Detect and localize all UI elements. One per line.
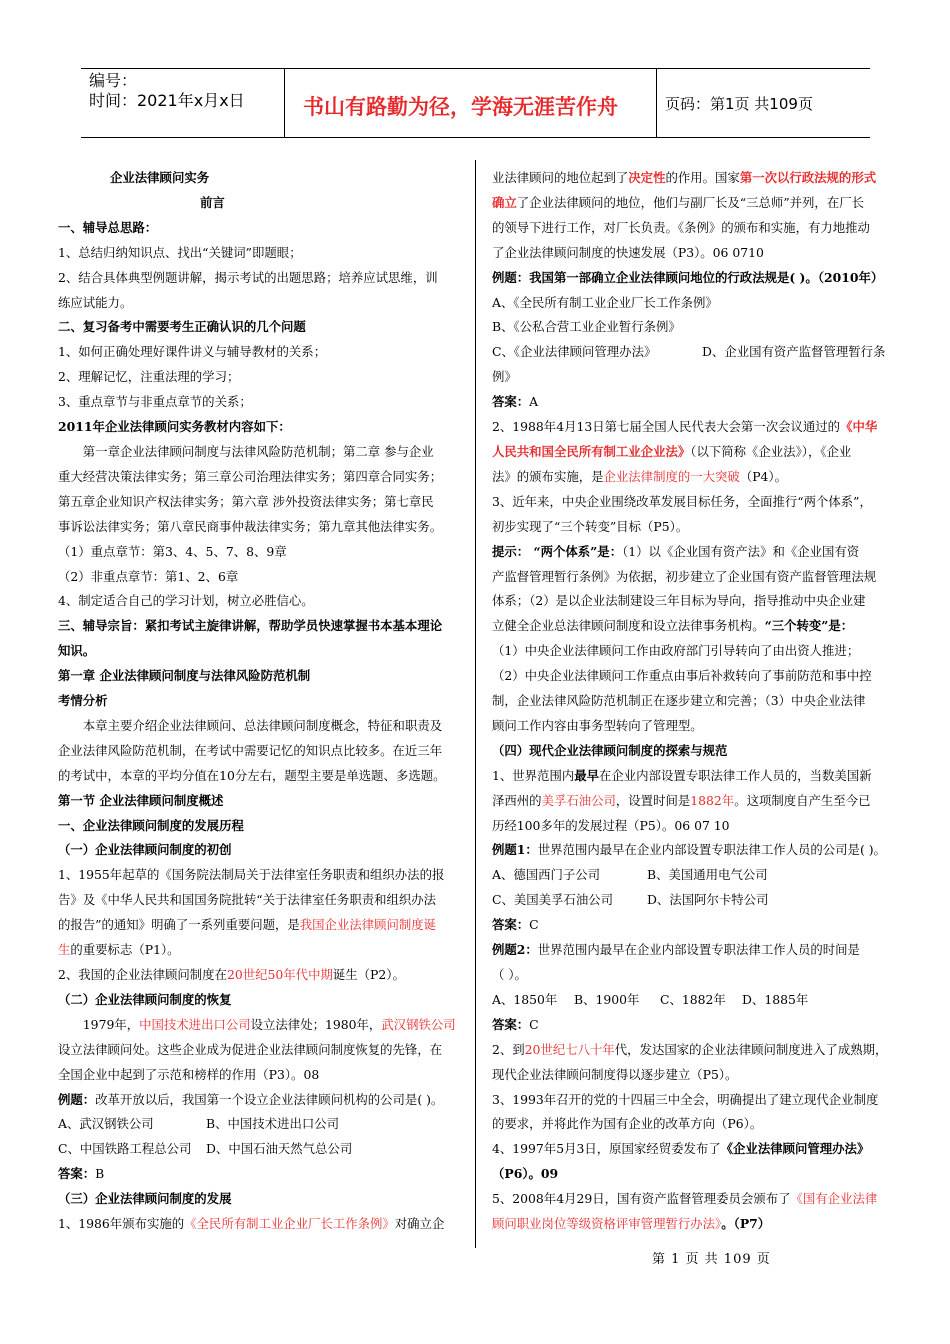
example-question (492, 838, 896, 863)
text-line: 第五章企业知识产权法律实务；第六章 涉外投资法律实务；第七章民 (58, 493, 434, 509)
text-line: 1、总结归纳知识点、找出“关键词”即题眼； (58, 244, 302, 260)
highlight-text: 顾问职业岗位等级资格评审管理暂行办法》 (492, 1216, 722, 1232)
text-line: （ ）。 (492, 967, 527, 982)
option: B、《公私合营工业企业暂行条例》 (492, 319, 681, 335)
text-line: 了企业法律顾问制度的快速发展（P3）。06 0710 (492, 244, 764, 260)
text-line: （2）非重点章节：第1、2、6章 (58, 568, 239, 584)
text-line (492, 764, 896, 789)
option: B、1900年 (574, 991, 640, 1007)
text-line: （1）中央企业法律顾问工作由政府部门引导转向了由出资人推进； (492, 643, 860, 659)
section-heading: 2011年企业法律顾问实务教材内容如下： (58, 419, 291, 435)
text-run: 代，发达国家的企业法律顾问制度进入了成熟期， (614, 1041, 888, 1057)
text-line (58, 913, 462, 938)
text-line (492, 415, 896, 440)
text-line: 设立法律顾问处。这些企业成为促进企业法律顾问制度恢复的先锋，在 (58, 1041, 443, 1057)
page-footer: 第 1 页 共 109 页 (652, 1252, 771, 1267)
text-run: 了企业法律顾问的地位，他们与副厂长及“三总师”并列，在厂长 (516, 194, 864, 210)
text-line: 例》 (492, 369, 517, 385)
option: D、企业国有资产监督管理暂行条 (702, 344, 886, 360)
text-line: （1）重点章节：第3、4、5、7、8、9章 (58, 543, 287, 559)
option: C、中国铁路工程总公司 (58, 1141, 192, 1157)
answer-value: C (529, 917, 539, 933)
number-label: 编号： (89, 71, 138, 90)
text-line: 重大经营决策法律实务；第三章公司治理法律实务；第四章合同实务； (58, 468, 443, 484)
example-question: 例题：我国第一部确立企业法律顾问地位的行政法规是( )。（2010年） (492, 269, 884, 285)
text-line: 第一章企业法律顾问制度与法律风险防范机制；第二章 参与企业 (82, 443, 434, 459)
text-line (492, 540, 896, 565)
text-line: 告》及《中华人民共和国国务院批转“关于法律室任务职责和组织办法 (58, 892, 437, 908)
answer-value: C (529, 1016, 539, 1032)
text-line (492, 191, 896, 216)
text-run: 1、1986年颁布实施的 (58, 1216, 185, 1232)
highlight-text: 我国企业法律顾问制度诞 (299, 917, 437, 933)
section-heading: （四）现代企业法律顾问制度的探索与规范 (492, 742, 728, 758)
highlight-text: 确立 (492, 194, 517, 210)
text-line: 的考试中，本章的平均分值在10分左右，题型主要是单选题、多选题。 (58, 767, 446, 783)
text-line (492, 440, 896, 465)
text-run: ，设置时间是 (615, 792, 691, 808)
example-question (58, 1088, 462, 1113)
answer-value: B (95, 1166, 105, 1182)
bold-text: 《企业法律顾问管理办法》 (720, 1141, 870, 1157)
highlight-text: 决定性 (628, 170, 666, 185)
text-line (492, 1187, 896, 1212)
example-label: 例题2： (492, 942, 538, 958)
text-line: 制，企业法律风险防范机制正在逐步建立和完善；（3）中央企业法律 (492, 693, 866, 709)
text-run: 。这项制度自产生至今已 (734, 792, 871, 808)
text-run: 1979年， (82, 1016, 140, 1032)
highlight-text: 美孚石油公司 (541, 792, 616, 808)
text-line: （P6）。09 (492, 1166, 559, 1182)
text-line: （2）中央企业法律顾问工作重点由事后补救转向了事前防范和事中控 (492, 668, 872, 684)
section-heading: （一）企业法律顾问制度的初创 (58, 842, 232, 858)
highlight-text: 中国技术进出口公司 (139, 1016, 251, 1032)
text-run: 。（P7） (721, 1216, 771, 1232)
options-line (492, 863, 896, 888)
text-run: 设立法律处；1980年， (250, 1016, 382, 1032)
text-line: 2、结合具体典型例题讲解，揭示考试的出题思路；培养应试思维，训 (58, 269, 438, 285)
left-column (58, 166, 462, 1237)
answer-line (492, 913, 896, 938)
highlight-text: 1882年 (690, 792, 735, 808)
time-label: 时间：2021年x月x日 (89, 91, 245, 110)
text-run: （以下简称《企业法》），《企业 (690, 443, 852, 459)
highlight-text: 《国有企业法律 (790, 1191, 878, 1207)
answer-label: 答案： (492, 394, 530, 410)
section-heading: 一、辅导总思路： (58, 219, 158, 235)
highlight-text: 《全民所有制工业企业厂长工作条例》 (184, 1216, 395, 1232)
text-run: 4、1997年5月3日，原国家经贸委发布了 (492, 1141, 721, 1157)
text-line: 3、1993年召开的党的十四届三中全会，明确提出了建立现代企业制度 (492, 1091, 879, 1107)
text-run: 在企业内部设置专职法律工作人员的，当数美国新 (599, 767, 872, 783)
highlight-text: 武汉钢铁公司 (381, 1016, 456, 1032)
header-divider (656, 69, 657, 137)
text-line (492, 1137, 896, 1162)
text-run: 的重要标志（P1）。 (70, 942, 180, 958)
text-line: 本章主要介绍企业法律顾问、总法律顾问制度概念，特征和职责及 (82, 717, 443, 733)
header-meta (89, 71, 245, 111)
example-label: 例题： (58, 1091, 96, 1107)
text-line: 顾问工作内容由事务型转向了管理型。 (492, 717, 703, 733)
text-line (492, 166, 896, 191)
text-run: 的作用。国家 (665, 170, 740, 185)
option: A、武汉钢铁公司 (58, 1116, 154, 1132)
text-run: 业法律顾问的地位起到了 (492, 170, 629, 185)
highlight-text: 企业法律制度的一大突破 (603, 468, 740, 484)
section-heading: 考情分析 (58, 693, 108, 709)
text-run: 2、1988年4月13日第七届全国人民代表大会第一次会议通过的 (492, 419, 841, 435)
option: C、美国美孚石油公司 (492, 892, 613, 908)
text-run: 法》的颁布实施，是 (492, 468, 604, 484)
text-line: 事诉讼法律实务；第八章民商事仲裁法律实务；第九章其他法律实务。 (58, 518, 443, 534)
highlight-text: 20世纪七八十年 (524, 1041, 615, 1057)
option: A、1850年 (492, 991, 558, 1007)
option: D、中国石油天然气总公司 (206, 1141, 353, 1157)
highlight-text: 人民共和国全民所有制工业企业法》 (492, 443, 691, 459)
text-run: 立健全企业总法律顾问制度和设立法律事务机构。 (492, 618, 765, 634)
highlight-text: 第一次以行政法规的形式 (739, 170, 877, 185)
text-line: 体系；（2）是以企业法制建设三年目标为导向，指导推动中央企业建 (492, 593, 866, 609)
section-heading: 三、辅导宗旨：紧扣考试主旋律讲解，帮助学员快速掌握书本基本理论 (58, 618, 443, 634)
text-run: 改革开放以后，我国第一个设立企业法律顾问机构的公司是( )。 (95, 1091, 444, 1107)
text-line: 的要求，并将此作为国有企业的改革方向（P6）。 (492, 1116, 763, 1132)
column-divider (475, 160, 476, 1248)
text-run: （1）以《企业国有资产法》和《企业国有资 (622, 543, 860, 559)
right-column (492, 166, 896, 1237)
section-heading: （三）企业法律顾问制度的发展 (58, 1191, 232, 1207)
text-line: 产监督管理暂行条例》为依据，初步建立了企业国有资产监督管理法规 (492, 568, 877, 584)
text-line: 知识。 (58, 643, 96, 659)
text-line: 的领导下进行工作，对厂长负责。《条例》的颁布和实施，有力地推动 (492, 219, 870, 235)
text-line: 2、理解记忆，注重法理的学习； (58, 369, 240, 385)
answer-label: 答案： (492, 1016, 530, 1032)
bold-text: 最早 (574, 767, 600, 783)
text-line (492, 1212, 896, 1237)
text-line (58, 1212, 462, 1237)
text-run: 2、我国的企业法律顾问制度在 (58, 967, 227, 982)
text-line: 现代企业法律顾问制度得以逐步建立（P5）。 (492, 1066, 738, 1082)
highlight-text: 20世纪50年代中期 (226, 967, 333, 982)
answer-label: 答案： (58, 1166, 96, 1182)
text-line: 4、制定适合自己的学习计划，树立必胜信心。 (58, 593, 314, 609)
option: B、美国通用电气公司 (647, 867, 768, 883)
text-line: 全国企业中起到了示范和榜样的作用（P3）。08 (58, 1066, 320, 1082)
option: A、德国西门子公司 (492, 867, 601, 883)
example-question (492, 938, 896, 963)
highlight-text: 《中华 (840, 419, 878, 435)
text-run: （P4）。 (739, 468, 788, 484)
chapter-heading: 第一章 企业法律顾问制度与法律风险防范机制 (58, 668, 311, 684)
option: B、中国技术进出口公司 (206, 1116, 340, 1132)
text-line: 1、如何正确处理好课件讲义与辅导教材的关系； (58, 344, 327, 360)
text-line: 历经100多年的发展过程（P5）。06 07 10 (492, 817, 730, 833)
text-run: 1、世界范围内 (492, 767, 575, 783)
text-line: 初步实现了“三个转变”目标（P5）。 (492, 518, 689, 534)
option: D、1885年 (742, 991, 809, 1007)
example-label: 例题1： (492, 842, 538, 858)
options-line (492, 888, 896, 913)
tip-label: 提示： “两个体系”是： (492, 543, 623, 559)
text-line (58, 963, 462, 988)
text-run: 泽西州的 (492, 792, 542, 808)
text-line: 1、1955年起草的《国务院法制局关于法律室任务职责和组织办法的报 (58, 867, 445, 883)
section-heading: 一、企业法律顾问制度的发展历程 (58, 817, 244, 833)
header-motto: 书山有路勤为径，学海无涯苦作舟 (303, 95, 618, 119)
text-line (492, 614, 896, 639)
text-line (58, 1013, 462, 1038)
answer-label: 答案： (492, 917, 530, 933)
section-heading: 第一节 企业法律顾问制度概述 (58, 792, 224, 808)
options-line (492, 988, 896, 1013)
text-run: 5、2008年4月29日，国有资产监督管理委员会颁布了 (492, 1191, 791, 1207)
option: C、1882年 (660, 991, 726, 1007)
text-run: 的报告”的通知》明确了一系列重要问题，是 (58, 917, 300, 933)
text-line: 3、重点章节与非重点章节的关系； (58, 394, 252, 410)
text-run: 诞生（P2）。 (332, 967, 405, 982)
page-header (81, 68, 870, 138)
options-line (58, 1137, 462, 1162)
text-run: 世界范围内最早在企业内部设置专职法律工作人员的公司是( )。 (537, 842, 886, 858)
text-line: 企业法律风险防范机制，在考试中需要记忆的知识点比较多。在近三年 (58, 742, 443, 758)
preface-heading: 前言 (200, 194, 225, 210)
answer-line (58, 1162, 462, 1187)
highlight-text: 生 (58, 942, 71, 958)
options-line (492, 340, 896, 365)
answer-line (492, 390, 896, 415)
doc-title: 企业法律顾问实务 (110, 170, 210, 185)
header-page-label: 页码：第1页 共109页 (665, 95, 813, 113)
tip-label: “三个转变”是： (764, 618, 854, 634)
section-heading: （二）企业法律顾问制度的恢复 (58, 991, 232, 1007)
text-line (492, 465, 896, 490)
option: A、《全民所有制工业企业厂长工作条例》 (492, 294, 718, 310)
section-heading: 二、复习备考中需要考生正确认识的几个问题 (58, 319, 306, 335)
answer-value: A (529, 394, 539, 410)
option: D、法国阿尔卡特公司 (647, 892, 769, 908)
option: C、《企业法律顾问管理办法》 (492, 344, 657, 360)
text-line (492, 789, 896, 814)
text-run: 对确立企 (394, 1216, 445, 1232)
header-divider (284, 69, 285, 137)
text-line (492, 1038, 896, 1063)
text-run: 2、到 (492, 1041, 525, 1057)
text-run: 世界范围内最早在企业内部设置专职法律工作人员的时间是 (537, 942, 860, 958)
text-line: 3、近年来，中央企业围绕改革发展目标任务，全面推行“两个体系”， (492, 493, 872, 509)
text-line: 练应试能力。 (58, 294, 133, 310)
text-line (58, 938, 462, 963)
options-line (58, 1112, 462, 1137)
answer-line (492, 1013, 896, 1038)
